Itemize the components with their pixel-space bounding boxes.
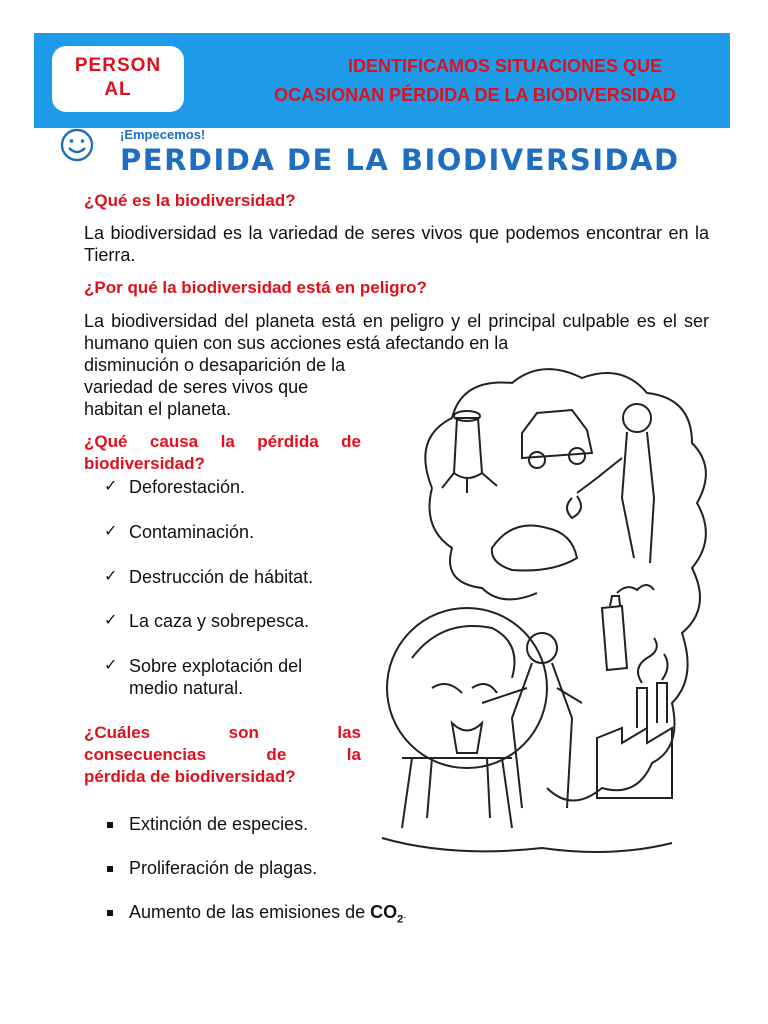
- question-causes-line1: ¿Qué causa la pérdida de: [84, 432, 361, 451]
- answer-why-danger-1: La biodiversidad del planeta está en peligro y el principal culpable es el ser humano quien con sus acciones está afectando en la: [84, 311, 709, 353]
- list-item: Extinción de especies.: [104, 813, 464, 835]
- answer-what-is: La biodiversidad es la variedad de seres vivos que podemos encontrar en la Tierra.: [84, 223, 709, 265]
- question-consequences-line3: pérdida de biodiversidad?: [84, 767, 296, 786]
- smiley-icon: [58, 126, 96, 164]
- list-item: ✓ Destrucción de hábitat.: [104, 567, 314, 587]
- banner-title-line1: IDENTIFICAMOS SITUACIONES QUE: [347, 56, 662, 76]
- banner-title-line2: OCASIONAN PÉRDIDA DE LA BIODIVERSIDAD: [274, 85, 676, 105]
- list-item: ✓ Sobre explotación del medio natural.: [104, 656, 303, 698]
- question-what-is: ¿Qué es la biodiversidad?: [84, 191, 296, 210]
- question-consequences: [84, 722, 361, 788]
- question-causes-line2: biodiversidad?: [84, 454, 205, 473]
- check-icon: ✓: [104, 478, 118, 495]
- square-bullet-icon: [107, 866, 113, 872]
- badge-text: PERSON AL: [74, 55, 162, 100]
- question-why-danger: ¿Por qué la biodiversidad está en peligro?: [84, 278, 427, 297]
- question-consequences-line1: ¿Cuáles son las: [84, 723, 361, 742]
- list-item: ✓ Deforestación.: [104, 477, 246, 497]
- list-item: Proliferación de plagas.: [104, 857, 464, 879]
- biodiversity-loss-illustration: [372, 358, 722, 884]
- question-consequences-line2: consecuencias de la: [84, 745, 361, 764]
- list-item: Aumento de las emisiones de $CO_2$.: [104, 901, 464, 931]
- list-item: ✓ Contaminación.: [104, 522, 255, 542]
- banner-title: [240, 52, 710, 110]
- square-bullet-icon: [107, 822, 113, 828]
- check-icon: ✓: [104, 523, 118, 540]
- causes-list: [104, 476, 364, 699]
- page-title: PERDIDA DE LA BIODIVERSIDAD: [120, 143, 680, 177]
- kicker: ¡Empecemos!: [120, 127, 206, 142]
- question-causes: [84, 431, 361, 475]
- check-icon: ✓: [104, 568, 118, 585]
- check-icon: ✓: [104, 612, 118, 629]
- list-item: ✓ La caza y sobrepesca.: [104, 611, 310, 631]
- square-bullet-icon: [107, 910, 113, 916]
- co2-formula: $CO_2$: [370, 902, 404, 926]
- answer-why-danger-2: disminución o desaparición de la variedad de seres vivos que habitan el planeta.: [84, 355, 346, 419]
- personal-badge: [52, 46, 184, 112]
- check-icon: ✓: [104, 657, 118, 674]
